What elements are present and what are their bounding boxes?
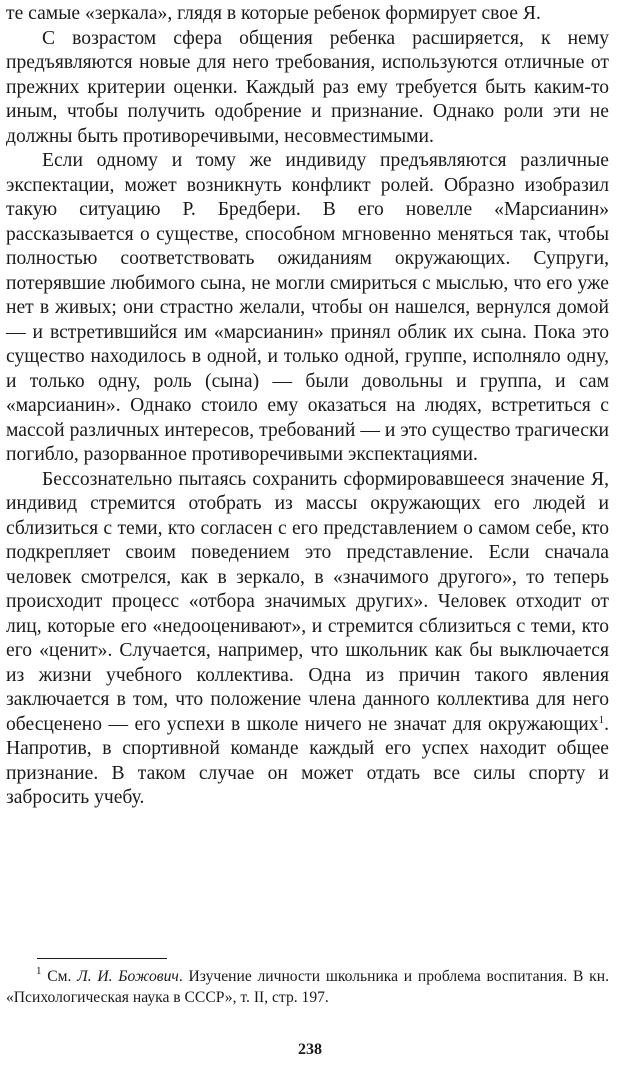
footnote-citation: . Изучение личности школьника и проблема воспитания. В кн. «Психологическая наука в СССР», т. II, стр. 197. [6, 968, 609, 1006]
footnote-text [6, 967, 609, 1008]
paragraph-3 [6, 149, 609, 468]
main-text [6, 2, 609, 811]
footnote-mark: 1 [36, 965, 42, 977]
paragraph-2 [6, 27, 609, 150]
paragraph-2-text: С возрастом сфера общения ребенка расширяется, к нему предъявляются новые для него требования, используются отличные от прежних критерии оценки. Каждый раз ему требуется быть каким-то иным, чтобы получить одобрение и признание. Однако роли эти не должны быть противоречивыми, несовместимыми. [6, 27, 609, 147]
paragraph-1-text: те самые «зеркала», глядя в которые ребенок формирует свое Я. [6, 3, 541, 24]
footnote-author: Л. И. Божович [77, 968, 179, 985]
paragraph-3-text: Если одному и тому же индивиду предъявляются различные экспектации, может возникнуть конфликт ролей. Образно изобразил такую ситуацию Р. Бредбери. В его новелле «Марсианин» рассказывается о существе, способном мгновенно меняться так, чтобы полностью соответствовать ожиданиям окружающих. Супруги, потерявшие любимого сына, не могли смириться с мыслью, что его уже нет в живых; они страстно желали, чтобы он нашелся, вернулся домой — и встретившийся им «марсианин» принял облик их сына. Пока это существо находилось в одной, и только одной, группе, исполняло одну, и только одну, роль (сына) — были довольны и группа, и сам «марсианин». Однако стоило ему оказаться на людях, встретиться с массой различных интересов, требований — и это существо трагически погибло, разорванное противоречивыми экспектациями. [6, 150, 609, 465]
paragraph-1 [6, 2, 609, 27]
page-number: 238 [298, 1041, 322, 1058]
paragraph-4-text-continued: . Напротив, в спортивной команде каждый его успех находит общее признание. В таком случае он может отдать все силы спорту и забросить учебу. [6, 713, 609, 808]
paragraph-4 [6, 468, 609, 811]
footnote-reference: 1 [598, 713, 605, 726]
footnote-divider [37, 958, 167, 959]
paragraph-4-text: Бессознательно пытаясь сохранить сформировавшееся значение Я, индивид стремится отобрать из массы окружающих его людей и сблизиться с теми, кто согласен с его представлением о самом себе, кто подкрепляет своим поведением это представление. Если сначала человек смотрелся, как в зеркало, в «значимого другого», то теперь происходит процесс «отбора значимых других». Человек отходит от лиц, которые его «недооценивают», и стремится сблизиться с теми, кто его «ценит». Случается, например, что школьник как бы выключается из жизни учебного коллектива. Одна из причин такого явления заключается в том, что положение члена данного коллектива для него обесценено — его успехи в школе ничего не значат для окружающих [6, 468, 609, 735]
footnote [6, 967, 609, 1008]
footnote-prefix: См. [47, 968, 78, 985]
